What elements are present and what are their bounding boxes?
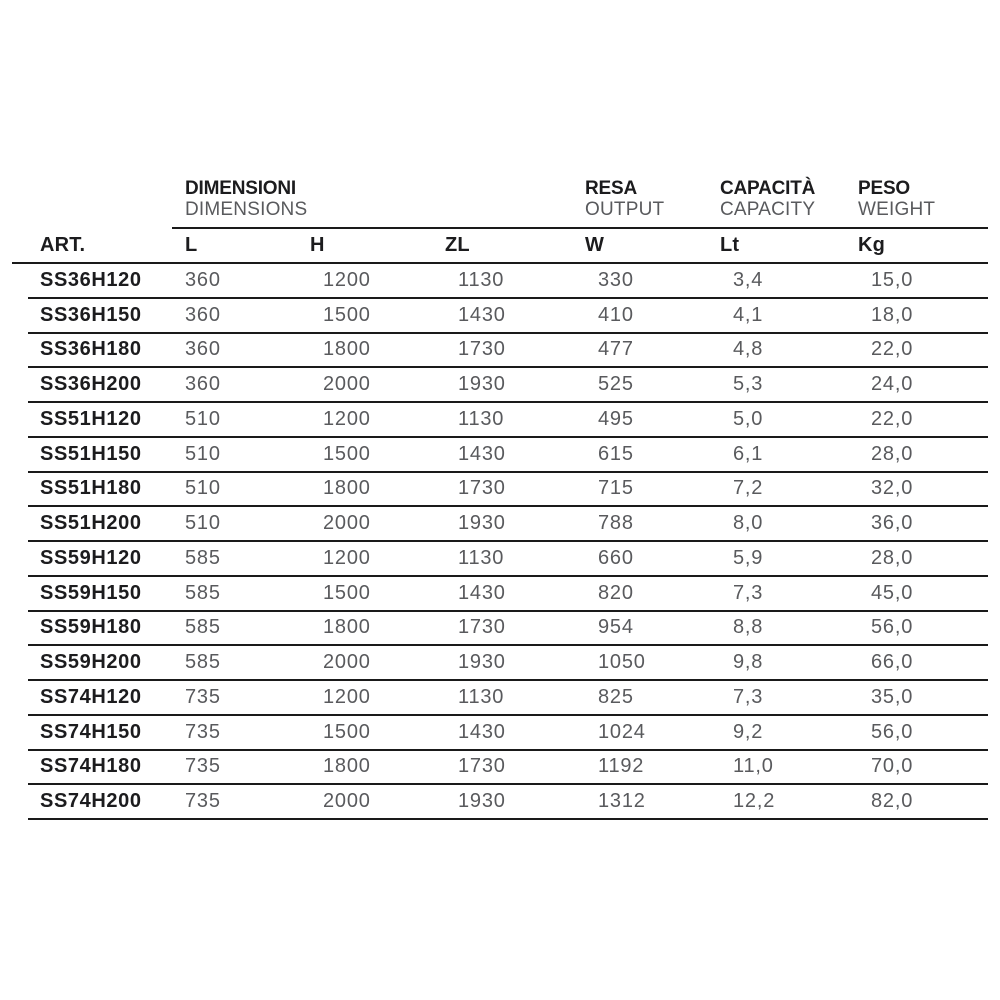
table-row xyxy=(28,785,988,820)
cell-art: SS74H180 xyxy=(40,755,142,778)
cell-kg: 70,0 xyxy=(871,755,914,778)
cell-kg: 22,0 xyxy=(871,338,914,361)
cell-h: 2000 xyxy=(323,651,371,674)
table-body xyxy=(12,264,988,820)
cell-lt: 5,0 xyxy=(733,407,764,430)
cell-w: 1312 xyxy=(598,790,646,813)
table-row xyxy=(28,577,988,612)
column-header-lt: Lt xyxy=(720,234,740,256)
column-header-zl: ZL xyxy=(445,234,470,256)
cell-w: 1024 xyxy=(598,720,646,743)
table-row xyxy=(28,473,988,508)
cell-kg: 56,0 xyxy=(871,616,914,639)
cell-art: SS59H120 xyxy=(40,546,142,569)
group-subtitle-capacity: CAPACITY xyxy=(720,199,816,220)
column-header-h: H xyxy=(310,234,325,256)
cell-h: 2000 xyxy=(323,373,371,396)
cell-kg: 82,0 xyxy=(871,790,914,813)
column-header-kg: Kg xyxy=(858,234,886,256)
cell-w: 477 xyxy=(598,338,634,361)
cell-kg: 56,0 xyxy=(871,720,914,743)
table-row xyxy=(28,507,988,542)
group-title-peso: PESO xyxy=(858,178,910,199)
cell-zl: 1730 xyxy=(458,616,506,639)
cell-l: 735 xyxy=(185,790,221,813)
cell-zl: 1430 xyxy=(458,581,506,604)
cell-art: SS59H150 xyxy=(40,581,142,604)
cell-l: 585 xyxy=(185,651,221,674)
cell-kg: 24,0 xyxy=(871,373,914,396)
cell-w: 615 xyxy=(598,442,634,465)
cell-w: 1050 xyxy=(598,651,646,674)
column-header-art: ART. xyxy=(40,234,86,256)
cell-lt: 7,2 xyxy=(733,477,764,500)
cell-l: 585 xyxy=(185,581,221,604)
table-row xyxy=(28,681,988,716)
group-subtitle-output: OUTPUT xyxy=(585,199,665,220)
group-title-capacita: CAPACITÀ xyxy=(720,178,816,199)
cell-zl: 1930 xyxy=(458,373,506,396)
cell-l: 510 xyxy=(185,407,221,430)
table-row xyxy=(28,612,988,647)
cell-zl: 1130 xyxy=(458,268,505,291)
cell-w: 954 xyxy=(598,616,634,639)
cell-zl: 1130 xyxy=(458,685,505,708)
cell-lt: 8,8 xyxy=(733,616,764,639)
table-row xyxy=(28,403,988,438)
cell-l: 735 xyxy=(185,685,221,708)
cell-l: 360 xyxy=(185,303,221,326)
cell-l: 735 xyxy=(185,755,221,778)
cell-kg: 28,0 xyxy=(871,546,914,569)
cell-l: 510 xyxy=(185,477,221,500)
cell-h: 1500 xyxy=(323,442,371,465)
cell-art: SS59H180 xyxy=(40,616,142,639)
cell-art: SS36H180 xyxy=(40,338,142,361)
cell-h: 2000 xyxy=(323,512,371,535)
group-header-capacity xyxy=(720,178,858,220)
cell-zl: 1930 xyxy=(458,651,506,674)
cell-l: 360 xyxy=(185,373,221,396)
cell-h: 1800 xyxy=(323,755,371,778)
cell-art: SS51H180 xyxy=(40,477,142,500)
cell-zl: 1430 xyxy=(458,442,506,465)
cell-l: 360 xyxy=(185,338,221,361)
table-row xyxy=(28,716,988,751)
table-row xyxy=(28,751,988,786)
cell-art: SS74H150 xyxy=(40,720,142,743)
cell-l: 735 xyxy=(185,720,221,743)
cell-w: 825 xyxy=(598,685,634,708)
cell-art: SS36H150 xyxy=(40,303,142,326)
cell-zl: 1930 xyxy=(458,512,506,535)
cell-art: SS36H120 xyxy=(40,268,142,291)
cell-lt: 5,3 xyxy=(733,373,764,396)
cell-lt: 7,3 xyxy=(733,685,764,708)
cell-lt: 9,8 xyxy=(733,651,764,674)
cell-l: 585 xyxy=(185,616,221,639)
group-header-weight xyxy=(858,178,988,220)
table-row xyxy=(28,264,988,299)
group-subtitle-weight: WEIGHT xyxy=(858,199,936,220)
column-header-w: W xyxy=(585,234,605,256)
table-column-header-row xyxy=(12,229,988,264)
cell-h: 1800 xyxy=(323,338,371,361)
cell-kg: 45,0 xyxy=(871,581,914,604)
cell-lt: 3,4 xyxy=(733,268,764,291)
cell-art: SS59H200 xyxy=(40,651,142,674)
cell-w: 525 xyxy=(598,373,634,396)
cell-l: 585 xyxy=(185,546,221,569)
group-header-cells xyxy=(172,178,988,229)
cell-lt: 9,2 xyxy=(733,720,764,743)
cell-h: 1200 xyxy=(323,407,371,430)
cell-w: 330 xyxy=(598,268,634,291)
cell-zl: 1130 xyxy=(458,546,505,569)
group-header-dimensions xyxy=(172,178,585,220)
group-title-resa: RESA xyxy=(585,178,637,199)
cell-lt: 8,0 xyxy=(733,512,764,535)
column-header-l: L xyxy=(185,234,198,256)
cell-kg: 18,0 xyxy=(871,303,914,326)
spec-table xyxy=(12,173,988,820)
table-row xyxy=(28,646,988,681)
cell-w: 715 xyxy=(598,477,634,500)
cell-art: SS74H200 xyxy=(40,790,142,813)
cell-kg: 35,0 xyxy=(871,685,914,708)
group-subtitle-dimensions: DIMENSIONS xyxy=(185,199,308,220)
cell-h: 1500 xyxy=(323,581,371,604)
cell-h: 2000 xyxy=(323,790,371,813)
cell-lt: 12,2 xyxy=(733,790,776,813)
cell-art: SS51H120 xyxy=(40,407,142,430)
cell-lt: 7,3 xyxy=(733,581,764,604)
cell-zl: 1730 xyxy=(458,338,506,361)
cell-h: 1500 xyxy=(323,720,371,743)
cell-lt: 6,1 xyxy=(733,442,764,465)
cell-art: SS51H150 xyxy=(40,442,142,465)
cell-w: 495 xyxy=(598,407,634,430)
cell-w: 1192 xyxy=(598,755,645,778)
cell-zl: 1730 xyxy=(458,477,506,500)
cell-l: 510 xyxy=(185,442,221,465)
cell-zl: 1430 xyxy=(458,303,506,326)
group-header-output xyxy=(585,178,720,220)
cell-w: 820 xyxy=(598,581,634,604)
table-group-header-row xyxy=(12,173,988,229)
cell-h: 1800 xyxy=(323,616,371,639)
cell-lt: 4,1 xyxy=(733,303,764,326)
table-row xyxy=(28,438,988,473)
cell-h: 1200 xyxy=(323,546,371,569)
cell-kg: 32,0 xyxy=(871,477,914,500)
cell-kg: 15,0 xyxy=(871,268,914,291)
cell-lt: 5,9 xyxy=(733,546,764,569)
cell-h: 1500 xyxy=(323,303,371,326)
cell-zl: 1730 xyxy=(458,755,506,778)
cell-art: SS36H200 xyxy=(40,373,142,396)
table-row xyxy=(28,299,988,334)
cell-zl: 1930 xyxy=(458,790,506,813)
cell-kg: 36,0 xyxy=(871,512,914,535)
cell-zl: 1430 xyxy=(458,720,506,743)
cell-h: 1200 xyxy=(323,685,371,708)
cell-zl: 1130 xyxy=(458,407,505,430)
table-row xyxy=(28,368,988,403)
table-row xyxy=(28,334,988,369)
cell-w: 660 xyxy=(598,546,634,569)
cell-w: 410 xyxy=(598,303,634,326)
cell-lt: 4,8 xyxy=(733,338,764,361)
cell-l: 360 xyxy=(185,268,221,291)
cell-h: 1800 xyxy=(323,477,371,500)
cell-w: 788 xyxy=(598,512,634,535)
cell-art: SS51H200 xyxy=(40,512,142,535)
cell-kg: 22,0 xyxy=(871,407,914,430)
cell-lt: 11,0 xyxy=(733,755,774,778)
cell-l: 510 xyxy=(185,512,221,535)
cell-kg: 28,0 xyxy=(871,442,914,465)
cell-h: 1200 xyxy=(323,268,371,291)
group-title-dimensioni: DIMENSIONI xyxy=(185,178,296,199)
cell-kg: 66,0 xyxy=(871,651,914,674)
table-row xyxy=(28,542,988,577)
cell-art: SS74H120 xyxy=(40,685,142,708)
